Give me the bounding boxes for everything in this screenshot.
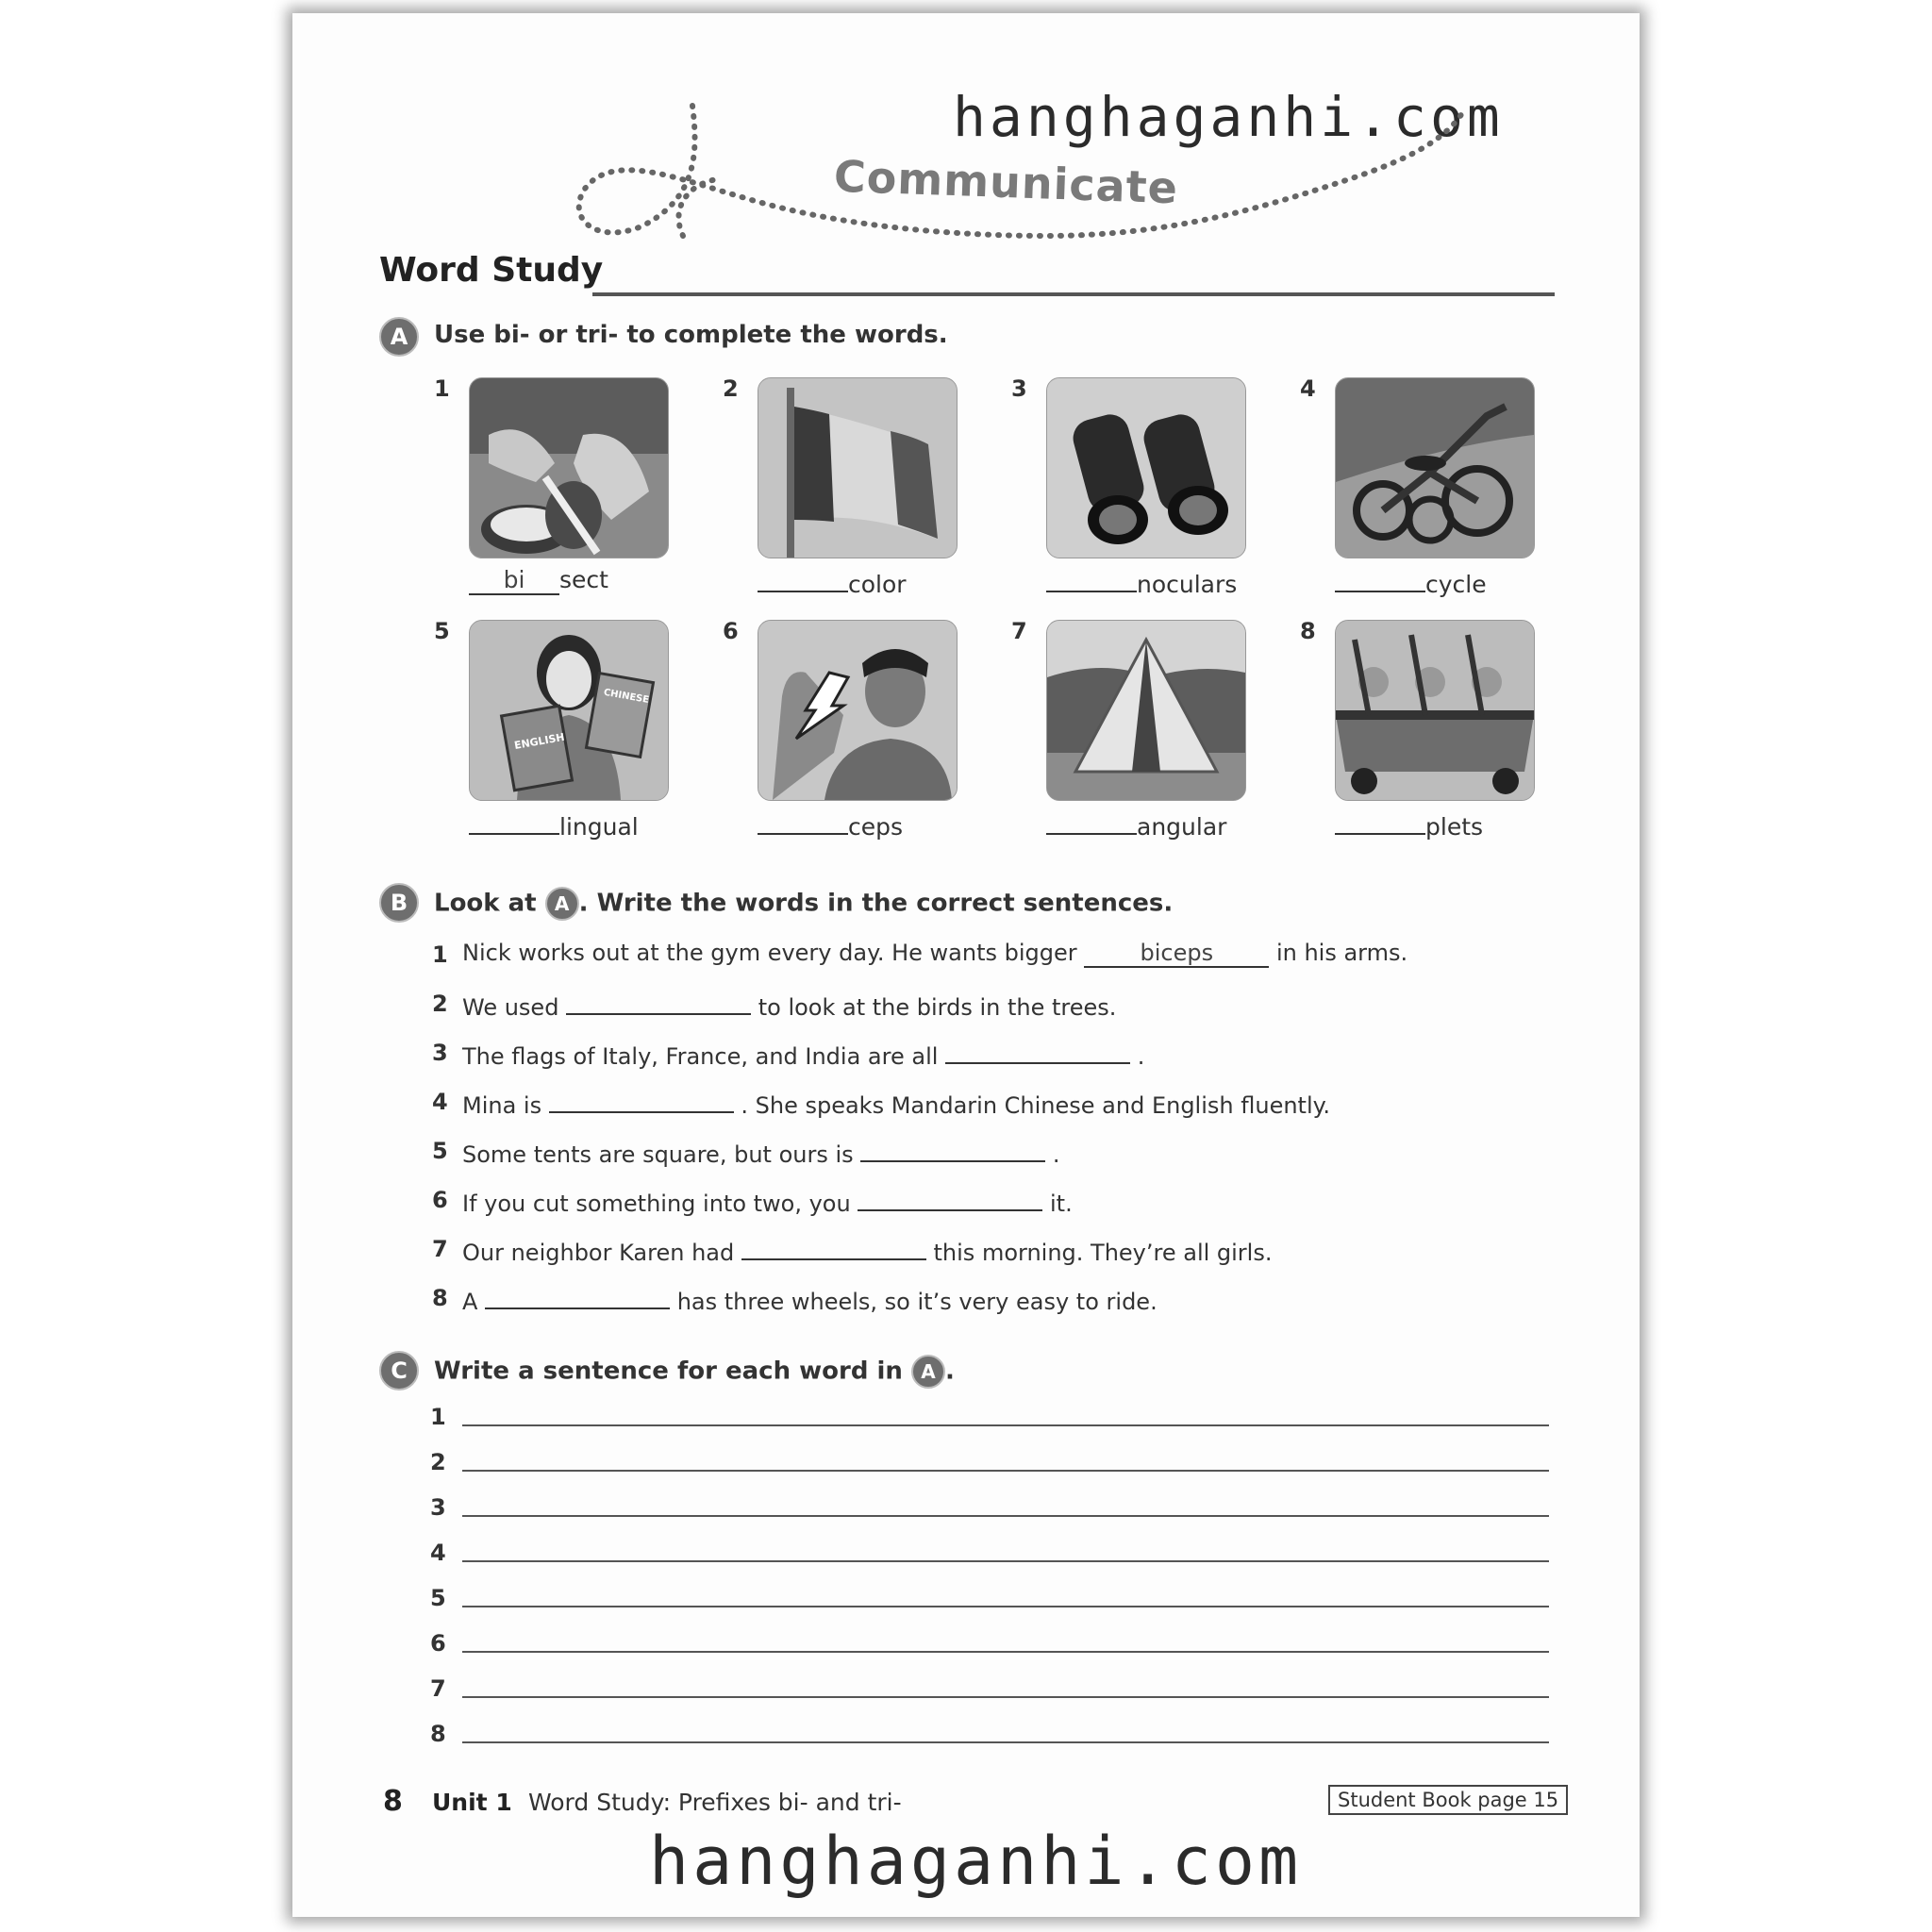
word-suffix: color xyxy=(848,571,907,598)
part-c-instruction-post: . xyxy=(945,1357,955,1386)
writing-line-number: 8 xyxy=(430,1721,446,1747)
sentence-number: 3 xyxy=(432,1040,448,1066)
part-a-instruction: Use bi- or tri- to complete the words. xyxy=(434,321,948,349)
writing-line-number: 1 xyxy=(430,1404,446,1430)
sentence-7 xyxy=(462,1234,1272,1266)
word-answer-blank[interactable] xyxy=(1335,566,1425,592)
sentence-text-after: . xyxy=(1137,1043,1145,1070)
sentence-number: 7 xyxy=(432,1236,448,1262)
sentence-text-before: Some tents are square, but ours is xyxy=(462,1141,854,1168)
word-answer-blank[interactable] xyxy=(1046,808,1137,835)
sentence-number: 1 xyxy=(432,941,448,968)
writing-line[interactable] xyxy=(462,1560,1549,1562)
sentence-text-before: Mina is xyxy=(462,1092,542,1119)
writing-line[interactable] xyxy=(462,1651,1549,1653)
writing-line[interactable] xyxy=(462,1741,1549,1743)
item-number: 6 xyxy=(723,618,739,644)
sentence-3 xyxy=(462,1038,1144,1070)
part-c-badge: C xyxy=(379,1351,419,1391)
sentence-text-before: Our neighbor Karen had xyxy=(462,1240,735,1266)
girl-with-books-picture xyxy=(469,620,669,801)
word-item-6 xyxy=(758,808,903,841)
sentence-8 xyxy=(462,1283,1158,1315)
sentence-text-before: If you cut something into two, you xyxy=(462,1191,851,1217)
triplets-stroller-picture xyxy=(1335,620,1535,801)
sentence-text-before: We used xyxy=(462,994,559,1021)
writing-line-number: 6 xyxy=(430,1630,446,1657)
writing-line[interactable] xyxy=(462,1606,1549,1607)
tent-picture xyxy=(1046,620,1246,801)
word-answer-blank[interactable] xyxy=(1335,808,1425,835)
word-suffix: noculars xyxy=(1137,571,1238,598)
writing-line-number: 4 xyxy=(430,1540,446,1566)
item-number: 1 xyxy=(434,375,450,402)
writing-line-number: 7 xyxy=(430,1675,446,1702)
section-title-rule xyxy=(592,292,1555,296)
section-title: Word Study xyxy=(379,251,604,290)
flag-picture xyxy=(758,377,958,558)
word-item-5 xyxy=(469,808,639,841)
watermark-top: hanghaganhi.com xyxy=(953,85,1504,149)
sentence-1 xyxy=(462,940,1407,968)
writing-line[interactable] xyxy=(462,1696,1549,1698)
sentence-6 xyxy=(462,1185,1073,1217)
sentence-number: 6 xyxy=(432,1187,448,1213)
sentence-answer-blank[interactable] xyxy=(860,1136,1045,1162)
sentence-number: 5 xyxy=(432,1138,448,1164)
part-c-instruction xyxy=(434,1355,955,1389)
sentence-answer[interactable]: biceps xyxy=(1084,940,1269,968)
inline-badge-a: A xyxy=(911,1355,945,1389)
sentence-answer-blank[interactable] xyxy=(945,1038,1130,1064)
word-item-7 xyxy=(1046,808,1226,841)
cutting-apple-picture xyxy=(469,377,669,558)
footer-unit: Unit 1 xyxy=(432,1789,512,1816)
sentence-number: 2 xyxy=(432,991,448,1017)
word-suffix: sect xyxy=(559,566,608,593)
item-number: 2 xyxy=(723,375,739,402)
boy-flexing-picture xyxy=(758,620,958,801)
sentence-answer-blank[interactable] xyxy=(549,1087,734,1113)
banner-title: Communicate xyxy=(833,150,1179,214)
footer-topic: Word Study: Prefixes bi- and tri- xyxy=(528,1789,902,1816)
part-b-instruction-post: . Write the words in the correct sentences. xyxy=(578,889,1174,918)
writing-line-number: 5 xyxy=(430,1585,446,1611)
sentence-text-before: The flags of Italy, France, and India are all xyxy=(462,1043,939,1070)
sentence-answer-blank[interactable] xyxy=(741,1234,926,1260)
word-item-3 xyxy=(1046,566,1237,598)
sentence-answer-blank[interactable] xyxy=(858,1185,1042,1211)
tricycle-picture xyxy=(1335,377,1535,558)
word-answer-blank[interactable] xyxy=(758,808,848,835)
writing-line[interactable] xyxy=(462,1470,1549,1472)
sentence-4 xyxy=(462,1087,1330,1119)
sentence-number: 4 xyxy=(432,1089,448,1115)
writing-line[interactable] xyxy=(462,1515,1549,1517)
item-number: 5 xyxy=(434,618,450,644)
part-b-instruction-pre: Look at xyxy=(434,889,537,918)
sentence-answer-blank[interactable] xyxy=(485,1283,670,1309)
word-item-4 xyxy=(1335,566,1487,598)
sentence-text-after: this morning. They’re all girls. xyxy=(933,1240,1273,1266)
sentence-text-after: in his arms. xyxy=(1275,940,1408,966)
part-a-badge: A xyxy=(379,317,419,357)
sentence-text-before: A xyxy=(462,1289,478,1315)
binoculars-picture xyxy=(1046,377,1246,558)
sentence-number: 8 xyxy=(432,1285,448,1311)
word-suffix: lingual xyxy=(559,813,639,841)
item-number: 4 xyxy=(1300,375,1316,402)
word-item-1 xyxy=(469,566,608,595)
word-item-8 xyxy=(1335,808,1483,841)
word-suffix: cycle xyxy=(1425,571,1487,598)
book-label-chinese: CHINESE xyxy=(602,687,650,707)
word-suffix: angular xyxy=(1137,813,1227,841)
sentence-text-before: Nick works out at the gym every day. He wants bigger xyxy=(462,940,1077,966)
sentence-text-after: . xyxy=(1052,1141,1060,1168)
sentence-answer-blank[interactable] xyxy=(566,989,751,1015)
sentence-text-after: to look at the birds in the trees. xyxy=(758,994,1117,1021)
page-number: 8 xyxy=(383,1785,403,1818)
inline-badge-a: A xyxy=(545,887,579,921)
word-suffix: plets xyxy=(1425,813,1484,841)
part-b-badge: B xyxy=(379,883,419,923)
item-number: 8 xyxy=(1300,618,1316,644)
word-answer-blank[interactable] xyxy=(469,808,559,835)
writing-line-number: 3 xyxy=(430,1494,446,1521)
sentence-text-after: . She speaks Mandarin Chinese and English fluently. xyxy=(741,1092,1331,1119)
sentence-text-after: it. xyxy=(1049,1191,1073,1217)
sentence-text-after: has three wheels, so it’s very easy to ride. xyxy=(676,1289,1158,1315)
part-b-instruction xyxy=(434,887,1173,921)
word-suffix: ceps xyxy=(848,813,904,841)
word-answer-blank[interactable] xyxy=(1046,566,1137,592)
student-book-reference: Student Book page 15 xyxy=(1328,1785,1568,1815)
book-label-english: ENGLISH xyxy=(513,730,566,752)
sentence-5 xyxy=(462,1136,1060,1168)
item-number: 3 xyxy=(1011,375,1027,402)
watermark-bottom: hanghaganhi.com xyxy=(649,1823,1303,1900)
writing-line-number: 2 xyxy=(430,1449,446,1475)
word-item-2 xyxy=(758,566,907,598)
part-c-instruction-pre: Write a sentence for each word in xyxy=(434,1357,903,1386)
word-answer-blank[interactable] xyxy=(758,566,848,592)
writing-line[interactable] xyxy=(462,1424,1549,1426)
word-answer[interactable]: bi xyxy=(469,566,559,595)
item-number: 7 xyxy=(1011,618,1027,644)
sentence-2 xyxy=(462,989,1116,1021)
